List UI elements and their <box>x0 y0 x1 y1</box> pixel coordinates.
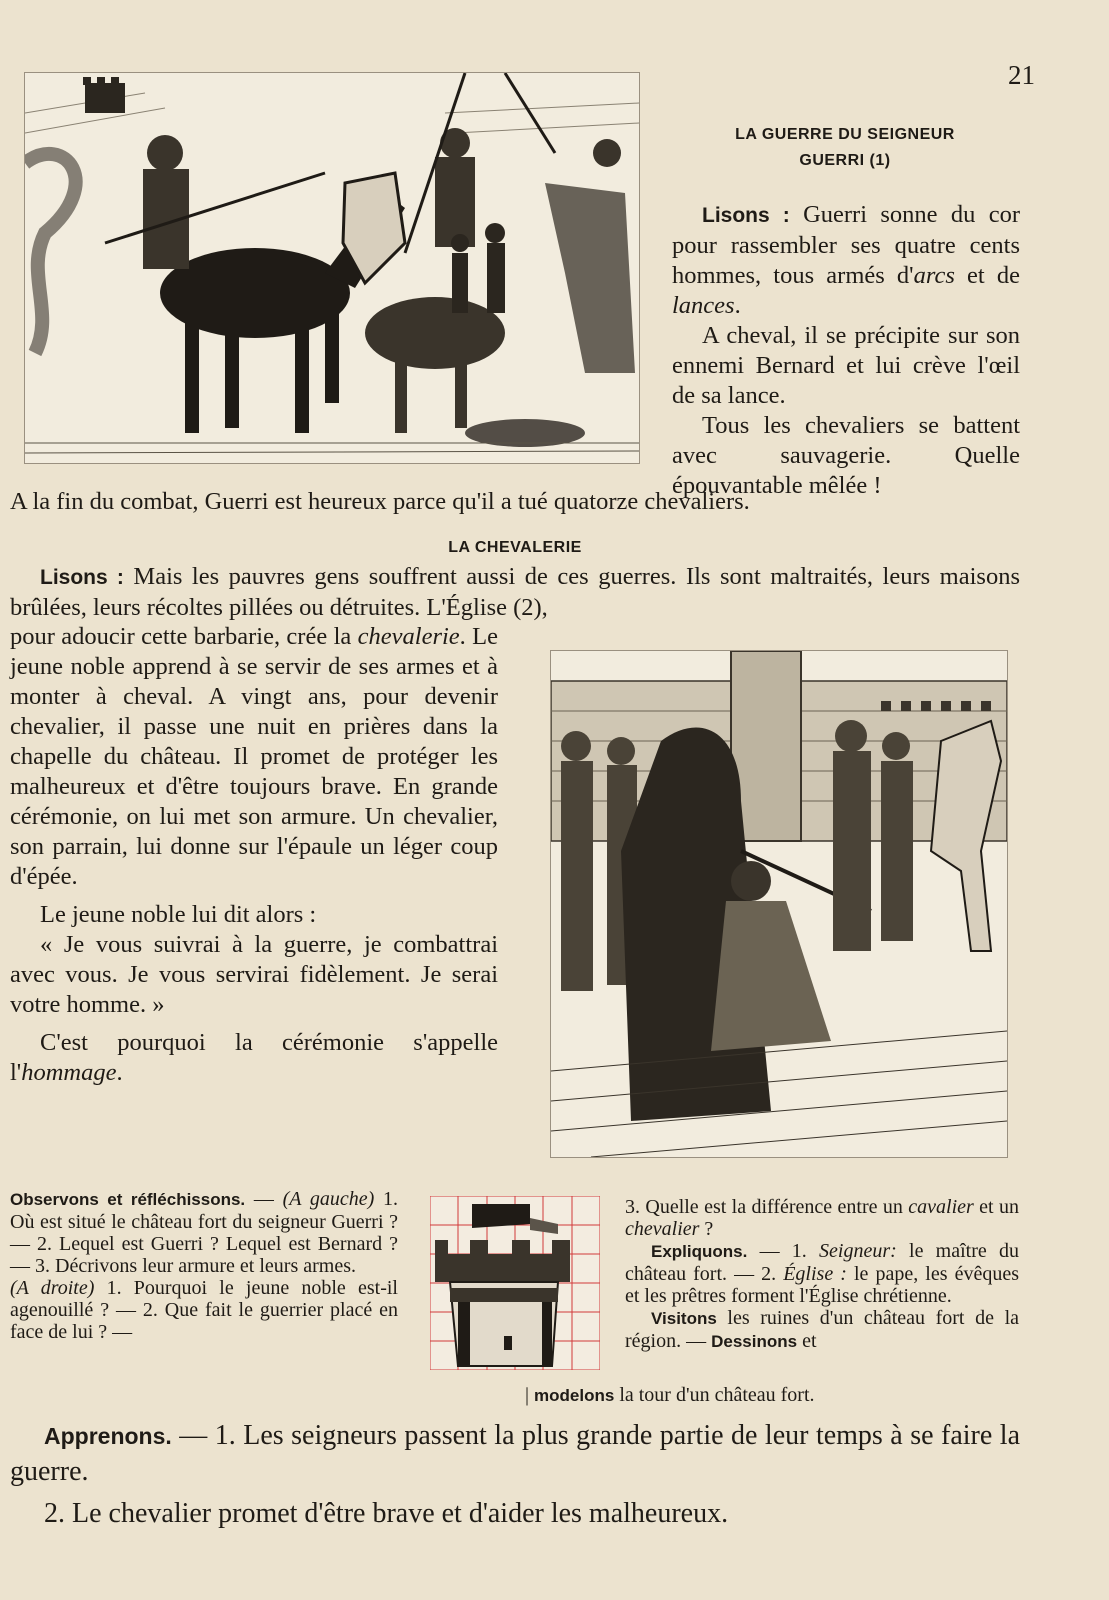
lisons-label-2: Lisons : <box>40 566 124 589</box>
separator-bar: | <box>525 1384 535 1406</box>
guerre-paragraph-2: A cheval, il se précipite sur son ennemi Bernard et lui crève l'œil de sa lance. <box>672 322 1020 409</box>
explain-block: Expliquons. — 1. Seigneur: le maître du château fort. — 2. Église : le pape, les évêques et les prêtres forment l'Église chrétienne. <box>625 1240 1019 1307</box>
observe-questions: Observons et réfléchissons. — (A gauche) 1. Où est situé le château fort du seigneur Guerri ? — 2. Lequel est Guerri ? Lequel est Bernard ? — 3. Décrivons leur armure et leurs armes. (A droite) 1. Pourquoi le jeune noble est-il agenouillé ? — 2. Que fait le guerrier placé en face de lui ? — <box>10 1188 398 1343</box>
chevalerie-intro: Lisons : Mais les pauvres gens souffrent aussi de ces guerres. Ils sont maltraités, leurs maisons brûlées, leurs récoltes pillées ou détruites. L'Église (2), <box>10 563 1020 621</box>
lisons-label: Lisons : <box>702 204 790 227</box>
question-3: 3. Quelle est la différence entre un cavalier et un chevalier ? <box>625 1196 1019 1240</box>
visit-label: Visitons <box>651 1309 717 1328</box>
model-label: modelons <box>534 1386 615 1405</box>
guerre-text-column <box>672 200 1020 501</box>
draw-label: Dessinons <box>711 1332 798 1351</box>
explain-label: Expliquons. <box>651 1242 748 1261</box>
knighting-illustration <box>550 650 1008 1158</box>
chevalerie-paragraph-4: C'est pourquoi la cérémonie s'appelle l'hommage. <box>10 1029 498 1086</box>
learn-point-1: Apprenons. — 1. Les seigneurs passent la plus grande partie de leur temps à se faire la guerre. <box>10 1420 1020 1487</box>
learn-point-2: 2. Le chevalier promet d'être brave et d'aider les malheureux. <box>44 1498 729 1529</box>
section-title-guerre <box>650 122 1040 174</box>
questions-right-column <box>625 1196 1019 1353</box>
guerre-paragraph-1: Lisons : Guerri sonne du cor pour rassembler ses quatre cents hommes, tous armés d'arcs et de lances. <box>672 201 1020 319</box>
chevalerie-text-column <box>10 622 498 1088</box>
guerre-paragraph-3: Tous les chevaliers se battent avec sauvagerie. Quelle épouvantable mêlée ! <box>672 412 1020 499</box>
page-number: 21 <box>1008 60 1035 90</box>
observe-label: Observons et réfléchissons. <box>10 1190 246 1209</box>
section-title-line2: GUERRI (1) <box>799 152 891 169</box>
battle-illustration <box>24 72 640 464</box>
learn-block <box>10 1418 1020 1532</box>
castle-tower-diagram <box>430 1196 600 1370</box>
section-title-chevalerie: LA CHEVALERIE <box>448 539 582 556</box>
section-title-line1: LA GUERRE DU SEIGNEUR <box>735 126 955 143</box>
visit-block: Visitons les ruines d'un château fort de la région. — Dessinons et <box>625 1307 1019 1352</box>
learn-label: Apprenons. <box>44 1423 172 1449</box>
chevalerie-paragraph-2: Le jeune noble lui dit alors : <box>40 901 317 928</box>
guerre-conclusion: A la fin du combat, Guerri est heureux parce qu'il a tué quatorze chevaliers. <box>10 488 750 515</box>
chevalerie-paragraph-1: pour adoucir cette barbarie, crée la chevalerie. Le jeune noble apprend à se servir de ses armes et à monter à cheval. A vingt ans, pour devenir chevalier, il passe une nuit en prières dans la chapelle du château. Il promet de protéger les malheureux et d'être toujours brave. En grande cérémonie, on lui met son armure. Un chevalier, son parrain, lui donne sur l'épaule un léger coup d'épée. <box>10 623 499 890</box>
model-line: | modelons la tour d'un château fort. <box>525 1384 815 1406</box>
chevalerie-paragraph-3: « Je vous suivrai à la guerre, je combattrai avec vous. Je vous servirai fidèlement. Je serai votre homme. » <box>10 931 498 1018</box>
